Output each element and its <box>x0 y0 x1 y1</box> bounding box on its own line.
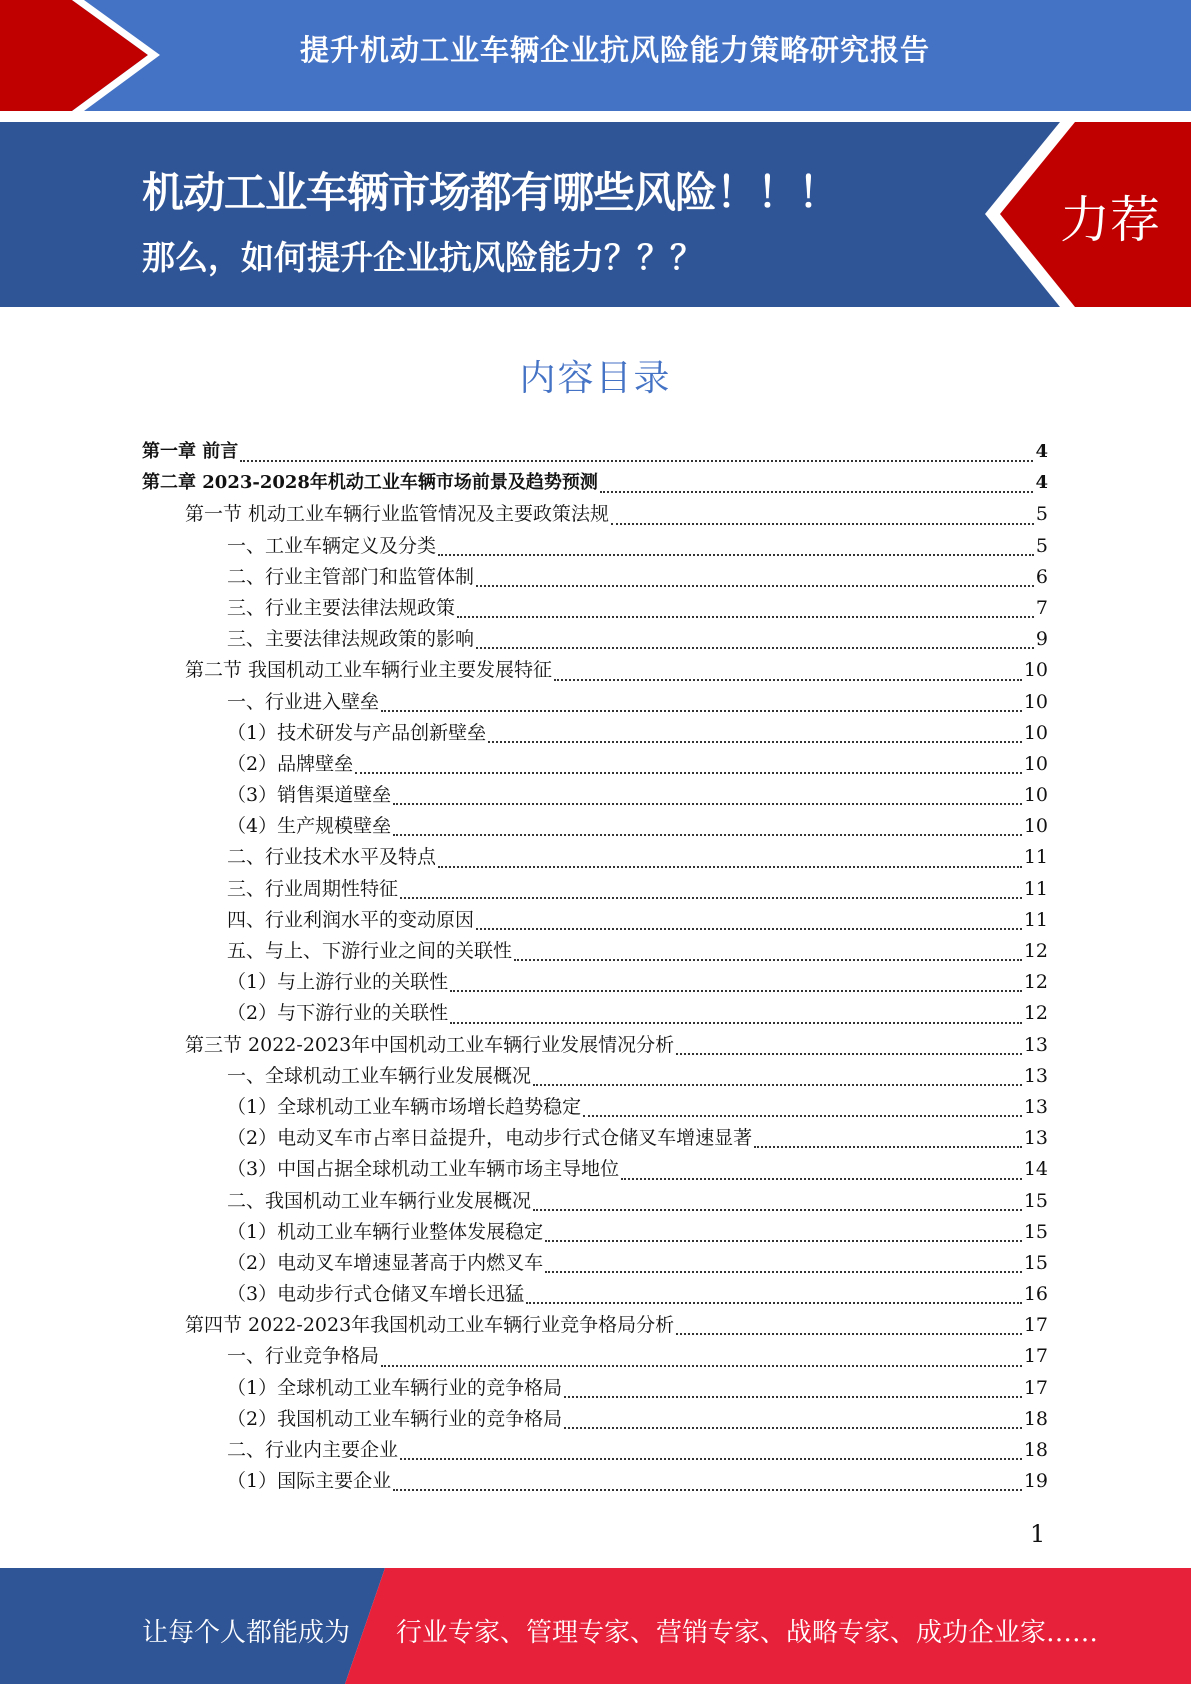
toc-dot-leader <box>583 1115 1022 1117</box>
toc-dot-leader <box>533 1084 1022 1086</box>
toc-entry[interactable] <box>142 499 1048 530</box>
toc-entry-page: 5 <box>1035 534 1048 557</box>
toc-entry[interactable] <box>142 687 1048 718</box>
toc-dot-leader <box>476 928 1022 930</box>
toc-dot-leader <box>526 1302 1022 1304</box>
toc-entry[interactable] <box>142 1186 1048 1217</box>
toc-entry[interactable] <box>142 1248 1048 1279</box>
toc-entry-title: （1）国际主要企业 <box>227 1470 392 1493</box>
toc-entry-page: 4 <box>1035 472 1048 494</box>
toc-entry-title: 一、工业车辆定义及分类 <box>227 534 437 557</box>
toc-entry[interactable] <box>142 655 1048 686</box>
toc-entry-page: 13 <box>1023 1033 1048 1056</box>
toc-entry-page: 13 <box>1023 1064 1048 1087</box>
toc-entry-page: 10 <box>1023 690 1048 713</box>
toc-entry-page: 13 <box>1023 1127 1048 1150</box>
toc-entry[interactable] <box>142 718 1048 749</box>
toc-entry[interactable] <box>142 562 1048 593</box>
report-title: 提升机动工业车辆企业抗风险能力策略研究报告 <box>299 33 930 67</box>
toc-entry-title: 二、我国机动工业车辆行业发展概况 <box>227 1189 532 1212</box>
toc-dot-leader <box>545 1271 1022 1273</box>
toc-dot-leader <box>393 803 1022 805</box>
toc-entry-title: 二、行业技术水平及特点 <box>227 846 437 869</box>
toc-entry-page: 16 <box>1023 1283 1048 1306</box>
toc-dot-leader <box>600 491 1034 493</box>
toc-dot-leader <box>754 1146 1022 1148</box>
toc-dot-leader <box>450 990 1022 992</box>
toc-entry[interactable] <box>142 905 1048 936</box>
footer-slogan-lead: 让每个人都能成为 <box>142 1618 351 1648</box>
toc-entry-page: 10 <box>1023 659 1048 682</box>
toc-entry-page: 10 <box>1023 752 1048 775</box>
hero-subheadline: 那么，如何提升企业抗风险能力？？？ <box>142 238 703 277</box>
toc-entry-title: （1）全球机动工业车辆市场增长趋势稳定 <box>227 1095 582 1118</box>
toc-entry-page: 10 <box>1023 721 1048 744</box>
toc-entry-page: 13 <box>1023 1095 1048 1118</box>
toc-entry[interactable] <box>142 998 1048 1029</box>
toc-entry-title: 第四节 2022-2023年我国机动工业车辆行业竞争格局分析 <box>185 1314 675 1337</box>
toc-entry[interactable] <box>142 468 1048 499</box>
toc-entry[interactable] <box>142 1217 1048 1248</box>
toc-entry-title: （2）与下游行业的关联性 <box>227 1002 449 1025</box>
toc-entry-page: 15 <box>1023 1220 1048 1243</box>
toc-entry-title: 一、行业进入壁垒 <box>227 690 380 713</box>
toc-entry-title: （4）生产规模壁垒 <box>227 815 392 838</box>
toc-entry-page: 17 <box>1023 1314 1048 1337</box>
toc-entry-page: 11 <box>1023 908 1048 931</box>
toc-entry-title: （2）电动叉车市占率日益提升，电动步行式仓储叉车增速显著 <box>227 1127 753 1150</box>
toc-entry[interactable] <box>142 749 1048 780</box>
toc-dot-leader <box>533 1209 1022 1211</box>
toc-entry[interactable] <box>142 1123 1048 1154</box>
hero-headline: 机动工业车辆市场都有哪些风险！！！ <box>142 168 840 217</box>
page-number: 1 <box>1030 1520 1046 1548</box>
toc-entry[interactable] <box>142 1373 1048 1404</box>
toc-dot-leader <box>393 834 1022 836</box>
toc-dot-leader <box>488 741 1022 743</box>
toc-dot-leader <box>564 1427 1022 1429</box>
toc-entry-page: 12 <box>1023 971 1048 994</box>
toc-dot-leader <box>611 523 1034 525</box>
toc-dot-leader <box>457 616 1034 618</box>
toc-entry-title: 一、行业竞争格局 <box>227 1345 380 1368</box>
toc-entry-page: 19 <box>1023 1470 1048 1493</box>
toc-dot-leader <box>450 1022 1022 1024</box>
toc-entry-page: 9 <box>1035 628 1048 651</box>
toc-dot-leader <box>438 554 1034 556</box>
toc-entry-title: 三、主要法律法规政策的影响 <box>227 628 475 651</box>
toc-entry-page: 12 <box>1023 1002 1048 1025</box>
toc-dot-leader <box>545 1240 1022 1242</box>
toc-entry-title: 第二章 2023-2028年机动工业车辆市场前景及趋势预测 <box>142 472 598 494</box>
toc-dot-leader <box>476 647 1034 649</box>
toc-entry-page: 7 <box>1035 596 1048 619</box>
toc-dot-leader <box>400 897 1022 899</box>
toc-entry-title: 四、行业利润水平的变动原因 <box>227 908 475 931</box>
toc-entry-title: 第一章 前言 <box>142 441 239 462</box>
toc-dot-leader <box>355 772 1022 774</box>
toc-entry-page: 10 <box>1023 784 1048 807</box>
toc-entry-page: 6 <box>1035 565 1048 588</box>
toc-entry-title: （3）中国占据全球机动工业车辆市场主导地位 <box>227 1158 620 1181</box>
toc-entry[interactable] <box>142 593 1048 624</box>
toc-entry-title: （2）品牌壁垒 <box>227 752 354 775</box>
toc-dot-leader <box>381 1365 1022 1367</box>
toc-entry-title: （2）电动叉车增速显著高于内燃叉车 <box>227 1251 544 1274</box>
toc-entry-page: 10 <box>1023 815 1048 838</box>
toc-entry-title: 第一节 机动工业车辆行业监管情况及主要政策法规 <box>185 503 610 526</box>
toc-dot-leader <box>564 1396 1022 1398</box>
toc-entry[interactable] <box>142 780 1048 811</box>
recommend-badge: 力荐 <box>1060 191 1160 249</box>
toc-entry-page: 11 <box>1023 877 1048 900</box>
toc-entry[interactable] <box>142 874 1048 905</box>
toc-dot-leader <box>240 460 1033 462</box>
toc-entry[interactable] <box>142 1341 1048 1372</box>
toc-entry[interactable] <box>142 1404 1048 1435</box>
toc-entry-title: （2）我国机动工业车辆行业的竞争格局 <box>227 1407 563 1430</box>
toc-entry-page: 5 <box>1035 503 1048 526</box>
toc-entry-page: 11 <box>1023 846 1048 869</box>
toc-entry-page: 15 <box>1023 1189 1048 1212</box>
toc-entry-title: （1）与上游行业的关联性 <box>227 971 449 994</box>
toc-entry-page: 17 <box>1023 1376 1048 1399</box>
toc-entry-title: 二、行业内主要企业 <box>227 1439 399 1461</box>
footer-slogan-roles: 行业专家、管理专家、营销专家、战略专家、成功企业家…… <box>396 1618 1099 1648</box>
toc-entry-title: 二、行业主管部门和监管体制 <box>227 565 475 588</box>
toc-dot-leader <box>393 1489 1022 1491</box>
toc-entry-title: （1）全球机动工业车辆行业的竞争格局 <box>227 1376 563 1399</box>
toc-entry-title: 第三节 2022-2023年中国机动工业车辆行业发展情况分析 <box>185 1033 675 1056</box>
toc-entry[interactable] <box>142 531 1048 562</box>
toc-entry-page: 12 <box>1023 940 1048 962</box>
toc-entry[interactable] <box>142 437 1048 468</box>
toc-dot-leader <box>514 959 1022 961</box>
toc-dot-leader <box>676 1053 1022 1055</box>
toc-entry[interactable] <box>142 967 1048 998</box>
toc-entry[interactable] <box>142 811 1048 842</box>
table-of-contents <box>142 437 1048 1497</box>
toc-dot-leader <box>438 866 1022 868</box>
toc-entry[interactable] <box>142 1092 1048 1123</box>
toc-entry-page: 14 <box>1023 1158 1048 1181</box>
toc-entry[interactable] <box>142 842 1048 873</box>
top-banner <box>0 0 1191 111</box>
toc-entry-page: 17 <box>1023 1345 1048 1368</box>
toc-entry[interactable] <box>142 624 1048 655</box>
toc-entry-page: 15 <box>1023 1251 1048 1274</box>
toc-entry[interactable] <box>142 1279 1048 1310</box>
toc-entry-title: （3）电动步行式仓储叉车增长迅猛 <box>227 1283 525 1306</box>
toc-dot-leader <box>476 585 1034 587</box>
toc-entry[interactable] <box>142 1466 1048 1497</box>
toc-dot-leader <box>381 710 1022 712</box>
toc-dot-leader <box>554 679 1022 681</box>
toc-entry-page: 4 <box>1035 441 1048 462</box>
toc-dot-leader <box>621 1178 1022 1180</box>
toc-entry[interactable] <box>142 1061 1048 1092</box>
toc-entry[interactable] <box>142 1030 1048 1061</box>
toc-entry[interactable] <box>142 1310 1048 1341</box>
toc-entry-title: 五、与上、下游行业之间的关联性 <box>227 940 513 962</box>
toc-entry-page: 18 <box>1023 1407 1048 1430</box>
toc-entry-title: 三、行业主要法律法规政策 <box>227 596 456 619</box>
toc-title: 内容目录 <box>519 358 672 399</box>
hero-band <box>0 122 1191 307</box>
footer-banner <box>0 1568 1191 1684</box>
toc-entry-title: （1）机动工业车辆行业整体发展稳定 <box>227 1220 544 1243</box>
toc-entry-title: 一、全球机动工业车辆行业发展概况 <box>227 1064 532 1087</box>
toc-entry-page: 18 <box>1023 1439 1048 1461</box>
toc-dot-leader <box>676 1333 1022 1335</box>
toc-entry[interactable] <box>142 936 1048 967</box>
toc-entry-title: （1）技术研发与产品创新壁垒 <box>227 721 487 744</box>
toc-entry-title: 三、行业周期性特征 <box>227 877 399 900</box>
toc-dot-leader <box>400 1458 1022 1460</box>
toc-entry-title: （3）销售渠道壁垒 <box>227 784 392 807</box>
toc-entry[interactable] <box>142 1154 1048 1185</box>
toc-entry[interactable] <box>142 1435 1048 1466</box>
toc-entry-title: 第二节 我国机动工业车辆行业主要发展特征 <box>185 659 553 682</box>
